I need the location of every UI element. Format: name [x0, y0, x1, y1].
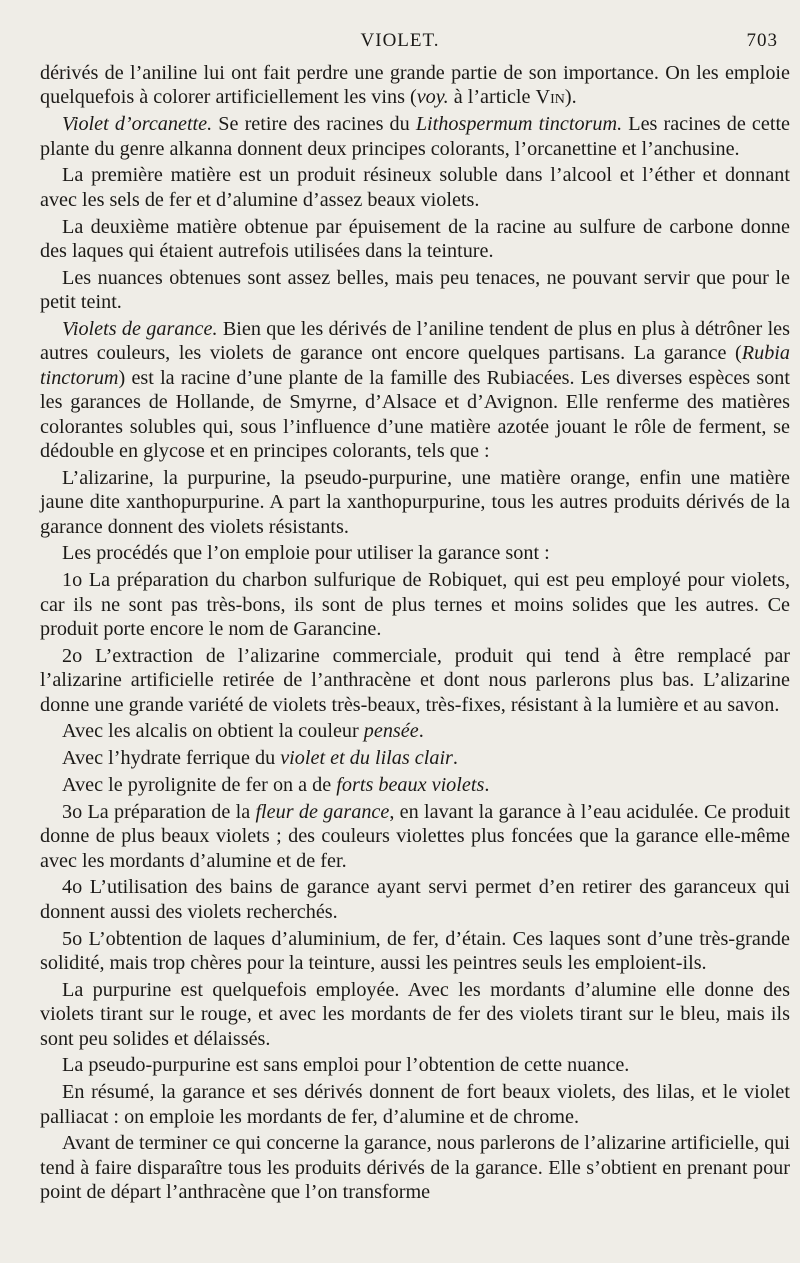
paragraph-19: En résumé, la garance et ses dérivés donnent de fort beaux violets, des lilas, et le violet palliacat : on emploie les mordants de fer, d’alumine et de chrome.	[40, 1081, 790, 1128]
paragraph-11	[40, 719, 790, 743]
italic-run: violet et du lilas clair	[280, 747, 453, 770]
paragraph-5: Les nuances obtenues sont assez belles, mais peu tenaces, ne pouvant servir que pour le petit teint.	[40, 266, 790, 314]
text-run: Avec le pyrolignite de fer on a de	[62, 774, 337, 797]
paragraph-4: La deuxième matière obtenue par épuisement de la racine au sulfure de carbone donne des laques qui étaient autrefois utilisées dans la teinture.	[40, 215, 790, 263]
body-text	[40, 61, 790, 1207]
paragraph-9: 1o La préparation du charbon sulfurique de Robiquet, qui est peu employé pour violets, car ils ne sont pas très-bons, ils sont de plus ternes et moins solides que les autres. Ce produit porte encore le nom de Garancine.	[40, 569, 790, 641]
running-title: VIOLET.	[360, 30, 440, 51]
text-run: Se retire des racines du	[212, 113, 416, 136]
text-run: .	[418, 720, 424, 743]
text-run: à l’article	[448, 86, 536, 109]
paragraph-3: La première matière est un produit résineux soluble dans l’alcool et l’éther et donnant avec les sels de fer et d’alumine d’assez beaux violets.	[40, 164, 790, 211]
paragraph-17: La purpurine est quelquefois employée. Avec les mordants d’alumine elle donne des violets tirant sur le rouge, et avec les mordants de fer des violets tirant sur le bleu, mais ils sont peu solides et délaissés.	[40, 978, 790, 1050]
text-run: dérivés de l’aniline lui ont fait perdre une grande partie de son importance. On les emploie quelquefois à colorer artificiellement les vins (	[40, 62, 790, 109]
paragraph-16: 5o L’obtention de laques d’aluminium, de fer, d’étain. Ces laques sont d’une très-grande solidité, mais trop chères pour la teinture, aussi les peintres seuls les emploient-ils.	[40, 927, 790, 975]
italic-run: forts beaux violets	[336, 774, 485, 797]
text-run: Avec les alcalis on obtient la couleur	[62, 720, 364, 743]
paragraph-18: La pseudo-purpurine est sans emploi pour l’obtention de cette nuance.	[62, 1054, 630, 1077]
page-number: 703	[746, 30, 778, 51]
running-header	[0, 30, 800, 58]
paragraph-7: L’alizarine, la purpurine, la pseudo-purpurine, une matière orange, enfin une matière jaune dite xanthopurpurine. A part la xanthopurpurine, tous les autres produits dérivés de la garance donnent des violets résistants.	[40, 466, 790, 538]
section-heading: Violets de garance.	[62, 318, 218, 341]
text-run: 3o La préparation de la	[62, 800, 256, 823]
text-run: .	[452, 747, 458, 770]
paragraph-6	[40, 317, 790, 463]
paragraph-20: Avant de terminer ce qui concerne la garance, nous parlerons de l’alizarine artificielle, qui tend à faire disparaître tous les produits dérivés de la garance. Elle s’obtient en prenant pour point de départ l’anthracène que l’on transforme	[40, 1132, 790, 1204]
italic-run: voy.	[416, 86, 449, 109]
italic-run: fleur de garance	[255, 800, 390, 823]
paragraph-2	[40, 112, 790, 161]
section-heading: Violet d’orcanette.	[62, 113, 213, 136]
text-run: ) est la racine d’une plante de la famille des Rubiacées. Les diverses espèces sont les garances de Hollande, de Smyrne, d’Alsace et d’Avignon. Elle renferme des matières colorantes solubles qui, sous l’influence d’une matière azotée jouant le rôle de ferment, se dédouble en glycose et en principes colorants, tels que :	[40, 366, 790, 463]
paragraph-14	[40, 800, 790, 873]
text-run: ).	[564, 86, 577, 109]
paragraph-12	[40, 746, 790, 770]
text-run: Les racines de cette plante du genre alkanna donnent deux principes colorants, l’orcanettine et l’anchusine.	[40, 113, 791, 160]
paragraph-10: 2o L’extraction de l’alizarine commerciale, produit qui tend à être remplacé par l’alizarine artificielle retirée de l’anthracène et dont nous parlerons plus bas. L’alizarine donne une grande variété de violets très-beaux, très-fixes, résistant à la lumière et au savon.	[40, 644, 790, 716]
text-run: .	[484, 774, 490, 797]
italic-run: Rubia tinctorum	[40, 342, 790, 389]
italic-run: Lithospermum tinctorum.	[415, 113, 623, 136]
text-run: , en lavant la garance à l’eau acidulée. Ce produit donne de plus beaux violets ; des couleurs violettes plus foncées que la garance elle-même avec les mordants d’alumine et de fer.	[40, 800, 790, 872]
paragraph-1	[40, 61, 790, 110]
paragraph-15: 4o L’utilisation des bains de garance ayant servi permet d’en retirer des garanceux qui donnent aussi des violets recherchés.	[40, 876, 790, 923]
italic-run: pensée	[363, 720, 419, 743]
small-caps-run: Vin	[535, 86, 565, 109]
text-run: Avec l’hydrate ferrique du	[62, 747, 281, 770]
paragraph-13	[40, 773, 790, 797]
text-run: Bien que les dérivés de l’aniline tendent de plus en plus à détrôner les autres couleurs, les violets de garance ont encore quelques partisans. La garance (	[40, 318, 790, 365]
paragraph-8: Les procédés que l’on emploie pour utiliser la garance sont :	[62, 542, 550, 565]
